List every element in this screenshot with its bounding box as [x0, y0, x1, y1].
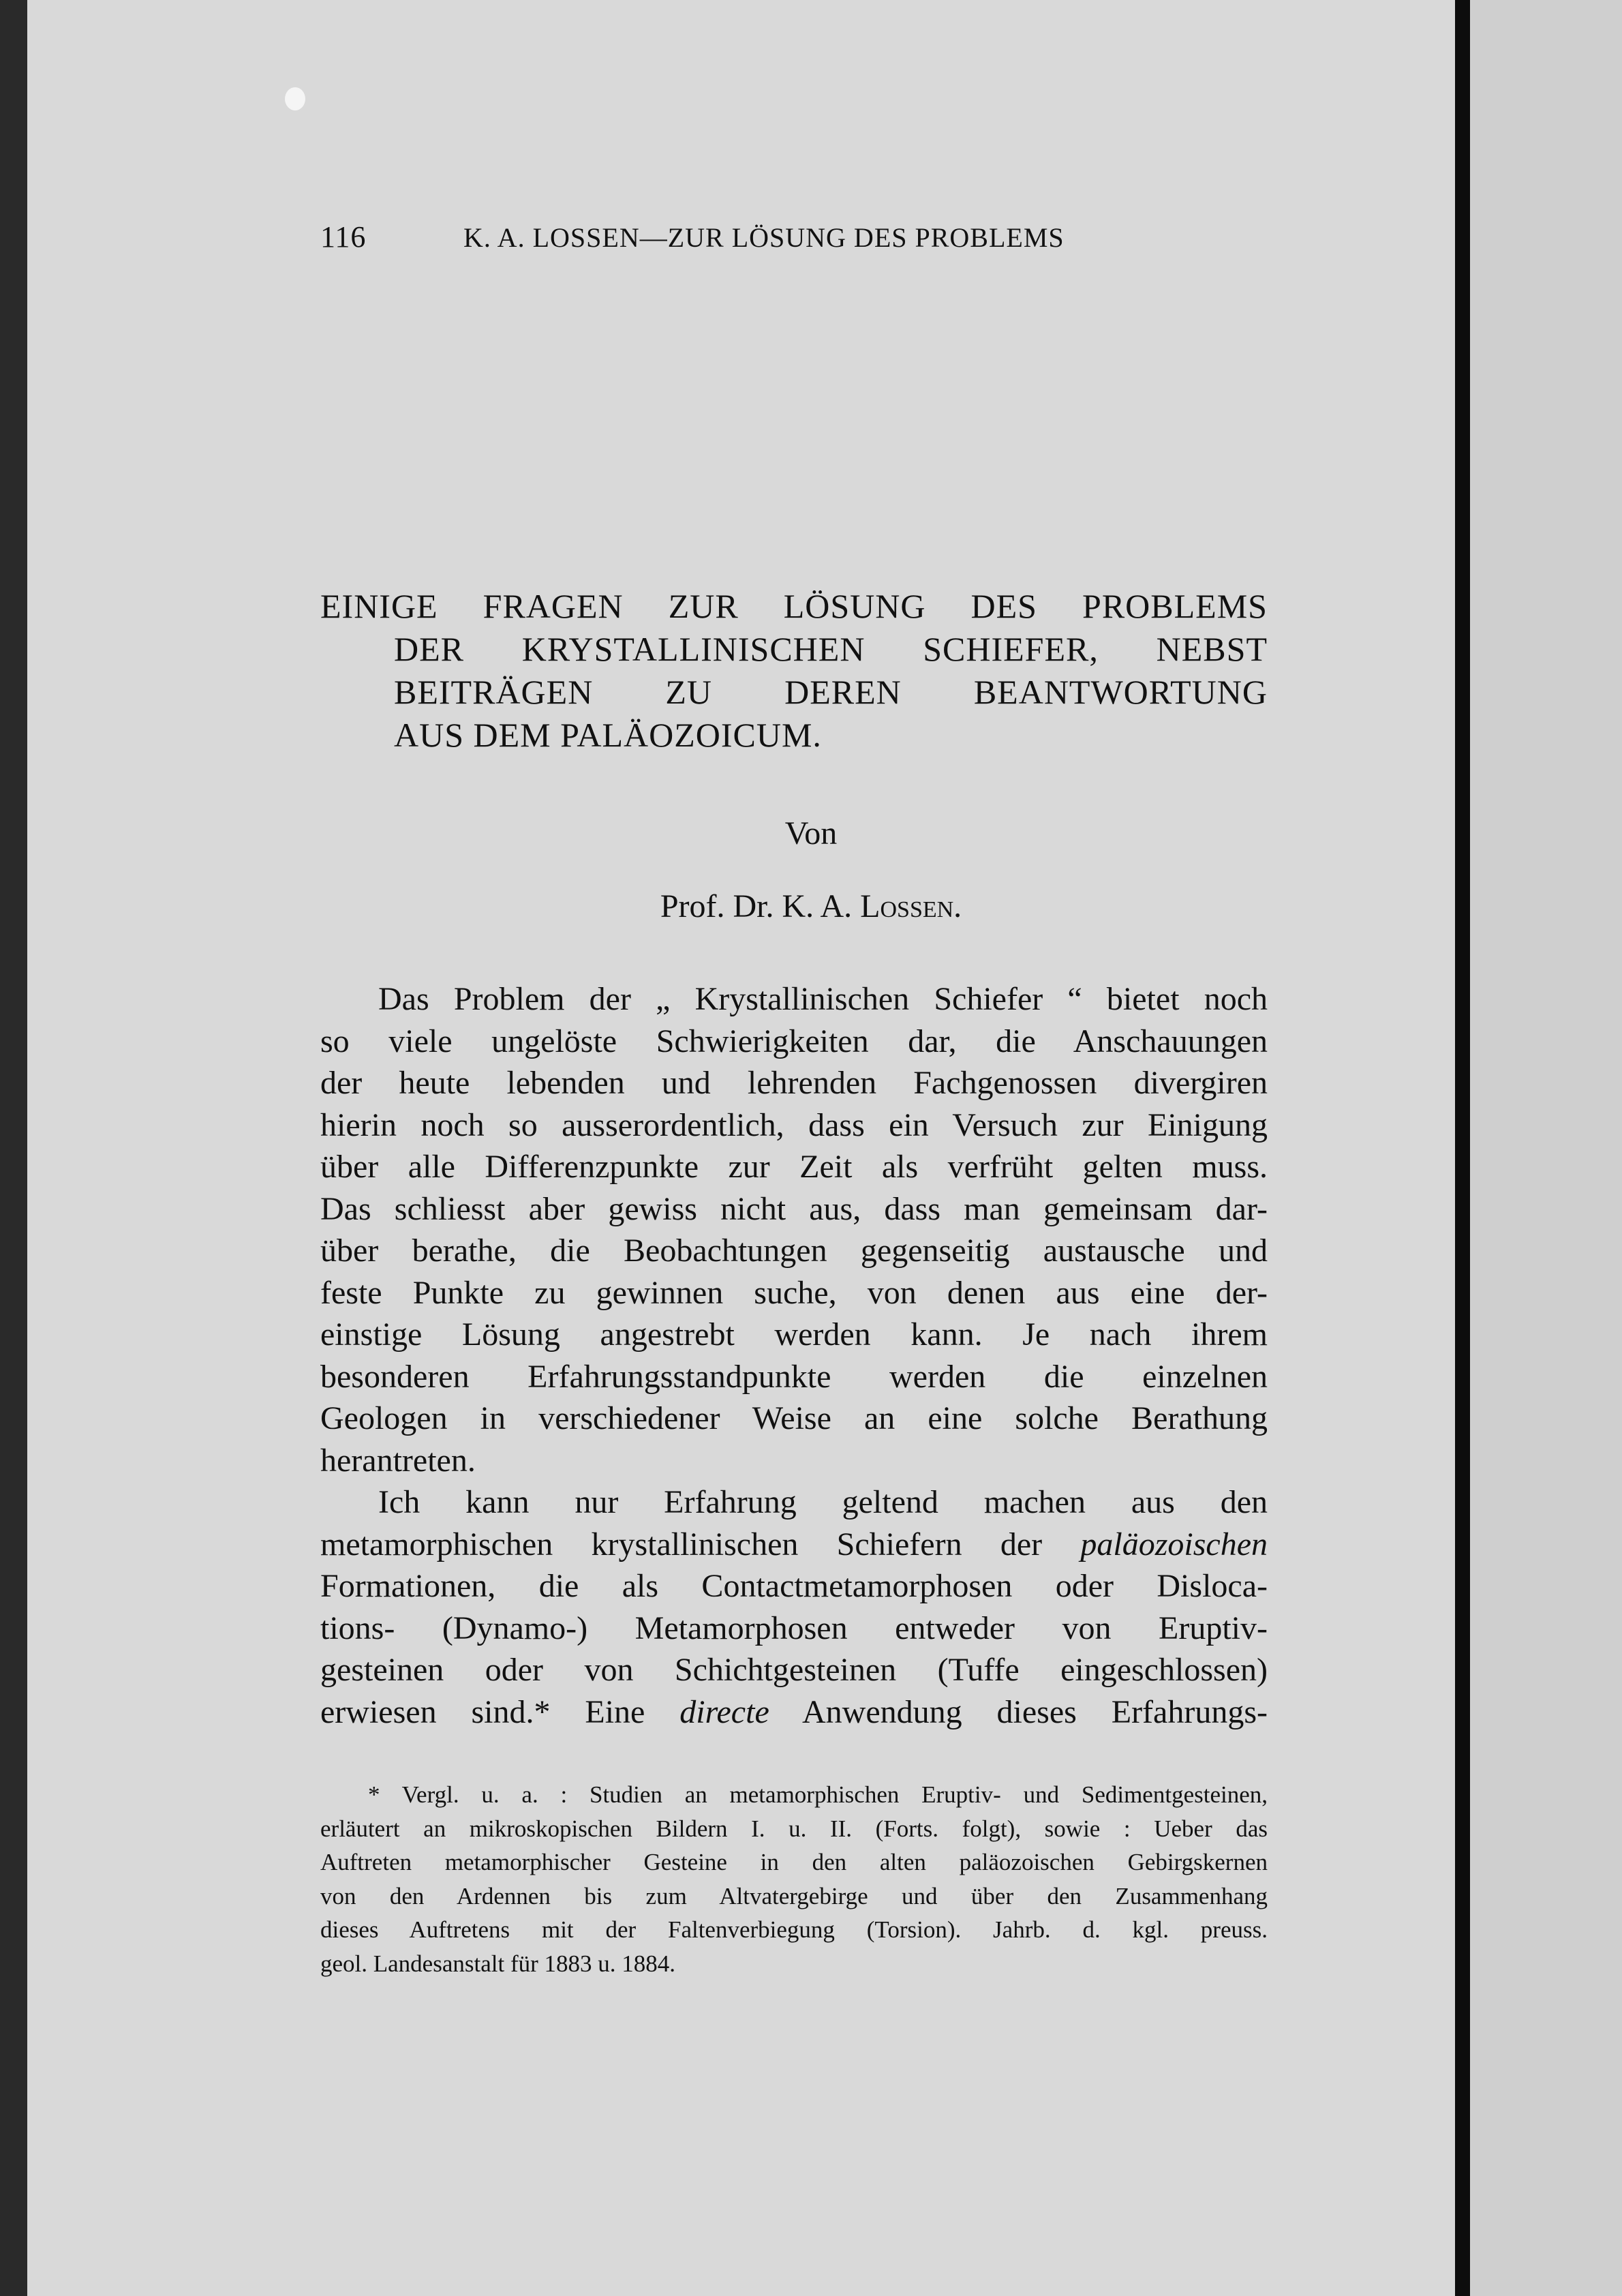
italic-term: directe	[679, 1693, 769, 1730]
title-line-1: EINIGE FRAGEN ZUR LÖSUNG DES PROBLEMS	[320, 587, 1268, 625]
article-title	[320, 585, 1268, 757]
page-gutter	[1455, 0, 1470, 2296]
title-line-2: DER KRYSTALLINISCHEN SCHIEFER, NEBST	[394, 630, 1268, 668]
body-line: über alle Differenzpunkte zur Zeit als verfrüht gelten muss.	[320, 1149, 1268, 1185]
italic-term: paläozoischen	[1080, 1526, 1268, 1562]
body-line: Ich kann nur Erfahrung geltend machen aus den	[378, 1484, 1268, 1520]
scan-speck	[285, 87, 305, 110]
running-head-text: K. A. LOSSEN—ZUR LÖSUNG DES PROBLEMS	[463, 222, 1065, 253]
footnote-line: dieses Auftretens mit der Faltenverbiegung (Torsion). Jahrb. d. kgl. preuss.	[320, 1916, 1268, 1943]
author-name: Lossen.	[860, 888, 962, 924]
adjacent-page-edge	[1470, 0, 1622, 2296]
body-line: einstige Lösung angestrebt werden kann. Je nach ihrem	[320, 1316, 1268, 1353]
body-line: Das schliesst aber gewiss nicht aus, dass man gemeinsam dar-	[320, 1190, 1268, 1227]
body-text	[320, 978, 1268, 1733]
footnote-line: erläutert an mikroskopischen Bildern I. u. II. (Forts. folgt), sowie : Ueber das	[320, 1815, 1268, 1842]
footnote-line: Auftreten metamorphischer Gesteine in den alten paläozoischen Gebirgskernen	[320, 1849, 1268, 1875]
body-line	[320, 1524, 1268, 1566]
body-line: besonderen Erfahrungsstandpunkte werden die einzelnen	[320, 1358, 1268, 1395]
body-line: über berathe, die Beobachtungen gegenseitig austausche und	[320, 1233, 1268, 1269]
title-line-3: BEITRÄGEN ZU DEREN BEANTWORTUNG	[394, 673, 1268, 711]
byline-von: Von	[784, 815, 838, 851]
author-prefix: Prof. Dr. K. A.	[660, 888, 861, 924]
body-line: hierin noch so ausserordentlich, dass ein Versuch zur Einigung	[320, 1106, 1268, 1143]
body-text-run: metamorphischen krystallinischen Schiefern der	[320, 1526, 1081, 1562]
title-line-4: AUS DEM PALÄOZOICUM.	[394, 716, 822, 754]
body-line: Das Problem der „ Krystallinischen Schiefer “ bietet noch	[378, 981, 1268, 1017]
byline-author	[0, 888, 1622, 925]
footnote-line: * Vergl. u. a. : Studien an metamorphischen Eruptiv- und Sedimentgesteinen,	[368, 1781, 1268, 1808]
body-line: herantreten.	[320, 1442, 476, 1479]
body-line: feste Punkte zu gewinnen suche, von denen aus eine der-	[320, 1274, 1268, 1311]
footnote	[320, 1778, 1268, 1980]
footnote-line: von den Ardennen bis zum Altvatergebirge und über den Zusammenhang	[320, 1882, 1268, 1909]
body-line: so viele ungelöste Schwierigkeiten dar, die Anschauungen	[320, 1023, 1268, 1059]
body-line: der heute lebenden und lehrenden Fachgenossen divergiren	[320, 1065, 1268, 1101]
body-line: gesteinen oder von Schichtgesteinen (Tuffe eingeschlossen)	[320, 1652, 1268, 1688]
scan-left-edge	[0, 0, 27, 2296]
body-line: tions- (Dynamo-) Metamorphosen entweder von Eruptiv-	[320, 1610, 1268, 1646]
page-number: 116	[320, 220, 367, 254]
body-line: Geologen in verschiedener Weise an eine solche Berathung	[320, 1400, 1268, 1436]
footnote-line: geol. Landesanstalt für 1883 u. 1884.	[320, 1950, 676, 1977]
body-text-run: Anwendung dieses Erfahrungs-	[769, 1693, 1268, 1730]
body-text-run: erwiesen sind.* Eine	[320, 1693, 680, 1730]
running-head	[320, 220, 1274, 254]
body-line: Formationen, die als Contactmetamorphosen oder Disloca-	[320, 1568, 1268, 1604]
body-line	[320, 1691, 1268, 1734]
